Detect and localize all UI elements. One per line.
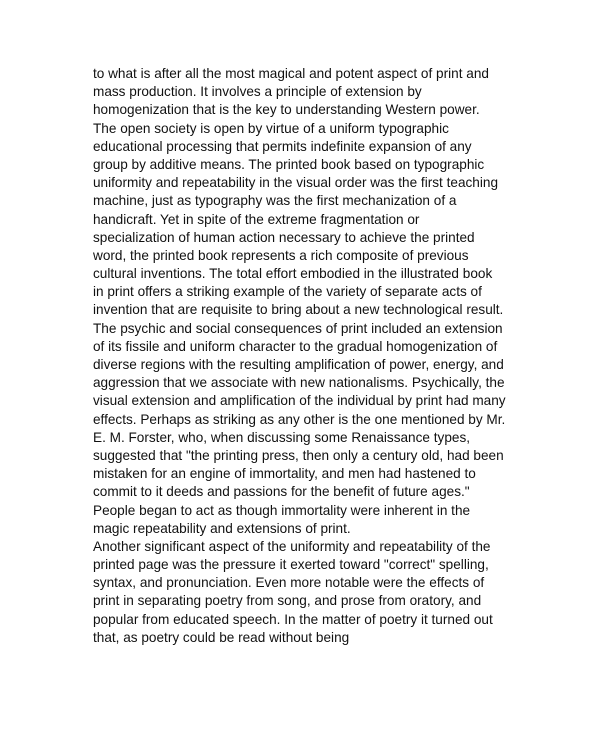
text-line: diverse regions with the resulting amplification of power, energy, and	[93, 357, 504, 372]
text-line: commit to it deeds and passions for the benefit of future ages."	[93, 484, 470, 500]
text-line: E. M. Forster, who, when discussing some Renaissance types,	[93, 429, 471, 445]
text-line: specialization of human action necessary to achieve the printed	[93, 229, 475, 245]
text-line: suggested that "the printing press, then only a century old, had been	[93, 447, 504, 463]
text-line: invention that are requisite to bring about a new technological result.	[93, 302, 504, 318]
text-line: uniformity and repeatability in the visual order was the first teaching	[93, 175, 498, 191]
text-line: to what is after all the most magical and potent aspect of print and	[93, 66, 489, 81]
text-line: aggression that we associate with new nationalisms. Psychically, the	[93, 375, 505, 391]
text-line: print in separating poetry from song, and prose from oratory, and	[93, 593, 482, 609]
text-line: educational processing that permits indefinite expansion of any	[93, 138, 472, 154]
text-line: mistaken for an engine of immortality, and men had hastened to	[93, 466, 476, 482]
text-line: The open society is open by virtue of a uniform typographic	[93, 120, 449, 136]
text-line: mass production. It involves a principle of extension by	[93, 84, 422, 100]
text-line: popular from educated speech. In the matter of poetry it turned out	[93, 611, 493, 627]
text-line: magic repeatability and extensions of print.	[93, 520, 351, 536]
text-line: People began to act as though immortality were inherent in the	[93, 502, 471, 518]
text-line: visual extension and amplification of the individual by print had many	[93, 393, 506, 409]
text-line: homogenization that is the key to understanding Western power.	[93, 102, 480, 118]
text-line: group by additive means. The printed book based on typographic	[93, 156, 485, 172]
text-line: of its fissile and uniform character to the gradual homogenization of	[93, 338, 498, 354]
body-text	[93, 65, 533, 647]
text-line: machine, just as typography was the first mechanization of a	[93, 193, 457, 209]
text-line: that, as poetry could be read without being	[93, 629, 350, 645]
text-line: cultural inventions. The total effort embodied in the illustrated book	[93, 266, 493, 282]
text-line: printed page was the pressure it exerted toward "correct" spelling,	[93, 557, 489, 573]
text-line: Another significant aspect of the uniformity and repeatability of the	[93, 538, 491, 554]
text-line: handicraft. Yet in spite of the extreme fragmentation or	[93, 211, 420, 227]
text-line: The psychic and social consequences of print included an extension	[93, 320, 503, 336]
text-line: word, the printed book represents a rich composite of previous	[93, 247, 469, 263]
text-line: syntax, and pronunciation. Even more notable were the effects of	[93, 575, 485, 591]
text-line: effects. Perhaps as striking as any other is the one mentioned by Mr.	[93, 411, 506, 427]
text-line: in print offers a striking example of the variety of separate acts of	[93, 284, 482, 300]
